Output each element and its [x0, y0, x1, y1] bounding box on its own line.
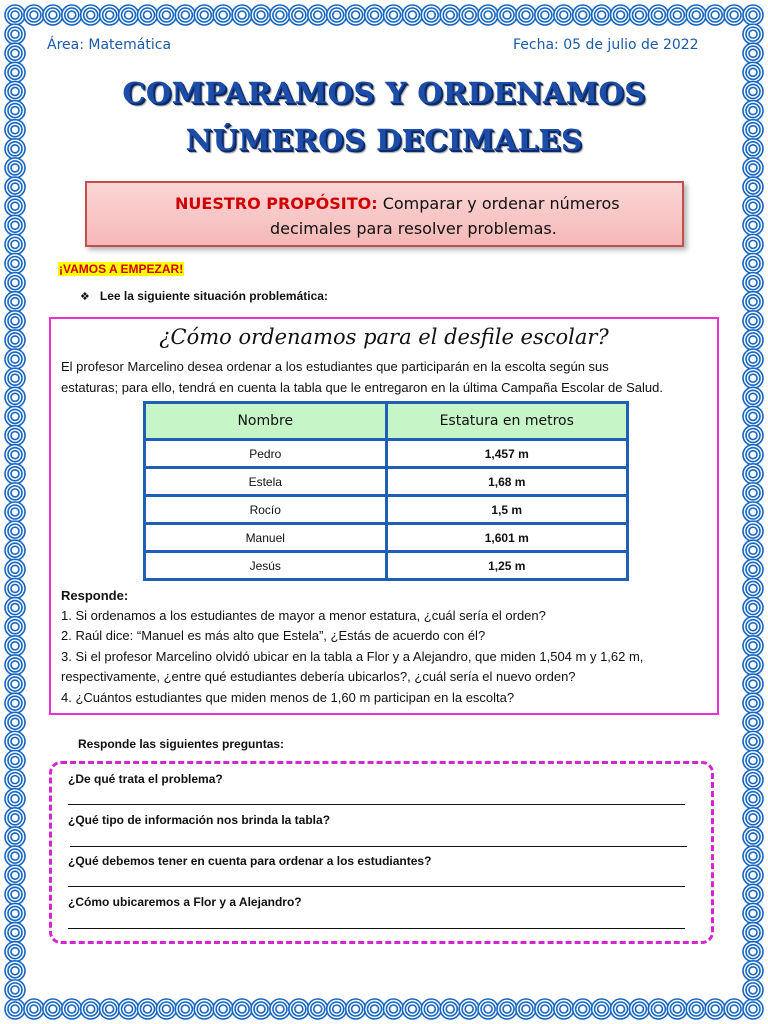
- table-cell-name: Jesús: [145, 552, 387, 580]
- question-3: 3. Si el profesor Marcelino olvidó ubicar en la tabla a Flor y a Alejandro, que miden 1,504 m y 1,62 m,: [61, 649, 644, 664]
- table-cell-height: 1,25 m: [386, 552, 628, 580]
- page-title-line1: COMPARAMOS Y ORDENAMOS: [122, 76, 646, 110]
- responde-heading: Responde:: [61, 588, 129, 603]
- practice-heading: Responde las siguientes preguntas:: [78, 737, 285, 751]
- question-4: 4. ¿Cuántos estudiantes que miden menos de 1,60 m participan en la escolta?: [61, 690, 515, 705]
- question-3-continued: respectivamente, ¿entre qué estudiantes debería ubicarlos?, ¿cuál sería el nuevo orden?: [61, 669, 576, 684]
- table-cell-height: 1,68 m: [386, 468, 628, 496]
- answer-line-1[interactable]: [68, 804, 685, 805]
- table-header-nombre: Nombre: [145, 403, 387, 440]
- problem-paragraph-1: El profesor Marcelino desea ordenar a los estudiantes que participarán en la escolta según sus: [61, 359, 609, 374]
- table-cell-height: 1,457 m: [386, 440, 628, 468]
- question-2: 2. Raúl dice: “Manuel es más alto que Estela”, ¿Estás de acuerdo con él?: [61, 628, 486, 643]
- table-header-estatura: Estatura en metros: [386, 403, 628, 440]
- purpose-text-2: decimales para resolver problemas.: [270, 219, 557, 238]
- practice-box: [49, 761, 714, 944]
- practice-question-2: ¿Qué tipo de información nos brinda la tabla?: [68, 813, 331, 827]
- table-cell-name: Pedro: [145, 440, 387, 468]
- table-row: [145, 468, 628, 496]
- practice-question-3: ¿Qué debemos tener en cuenta para ordenar a los estudiantes?: [68, 854, 432, 868]
- table-cell-name: Rocío: [145, 496, 387, 524]
- table-cell-height: 1,5 m: [386, 496, 628, 524]
- purpose-label: NUESTRO PROPÓSITO: [175, 194, 372, 213]
- table-row: [145, 524, 628, 552]
- table-cell-height: 1,601 m: [386, 524, 628, 552]
- start-heading: ¡VAMOS A EMPEZAR!: [59, 262, 184, 276]
- table-row: [145, 496, 628, 524]
- problem-paragraph-2: estaturas; para ello, tendrá en cuenta la tabla que le entregaron en la última Campaña Escolar de Salud.: [61, 380, 663, 395]
- answer-line-3[interactable]: [68, 886, 685, 887]
- answer-line-4[interactable]: [68, 928, 685, 929]
- instruction-text: Lee la siguiente situación problemática:: [99, 289, 328, 303]
- purpose-box: [85, 181, 684, 247]
- problem-title: ¿Cómo ordenamos para el desfile escolar?: [159, 325, 609, 349]
- purpose-text-1: Comparar y ordenar números: [377, 194, 620, 213]
- instruction-line: [80, 289, 328, 303]
- answer-line-2[interactable]: [70, 846, 687, 847]
- table-row: [145, 440, 628, 468]
- purpose-colon: :: [371, 194, 378, 213]
- area-label: Área: Matemática: [47, 37, 172, 53]
- practice-question-4: ¿Cómo ubicaremos a Flor y a Alejandro?: [68, 895, 302, 909]
- practice-question-1: ¿De qué trata el problema?: [68, 772, 223, 786]
- heights-table: [143, 401, 629, 581]
- table-cell-name: Estela: [145, 468, 387, 496]
- page-title-line2: NÚMEROS DECIMALES: [185, 123, 583, 157]
- table-row: [145, 552, 628, 580]
- question-1: 1. Si ordenamos a los estudiantes de mayor a menor estatura, ¿cuál sería el orden?: [61, 608, 546, 623]
- date-label: Fecha: 05 de julio de 2022: [513, 37, 699, 53]
- diamond-bullet-icon: ❖: [80, 291, 90, 303]
- table-cell-name: Manuel: [145, 524, 387, 552]
